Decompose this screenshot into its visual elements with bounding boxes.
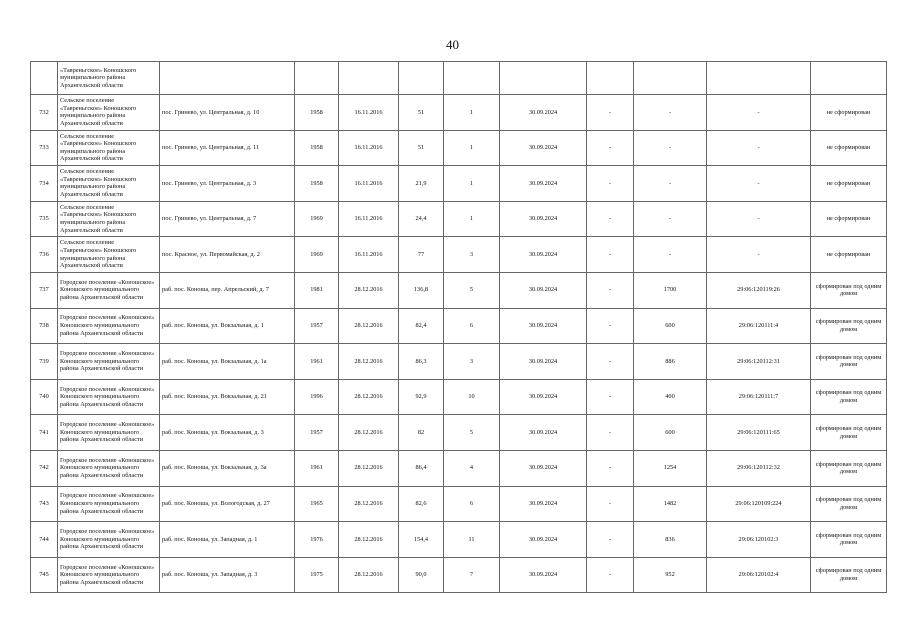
cell-municipality: Городское поселение «Коношское» Коношского муниципального района Архангельской области bbox=[58, 557, 160, 593]
cell-col10 bbox=[634, 62, 707, 95]
cell-status: сформирован под одним домом bbox=[811, 486, 887, 522]
cell-col10: 1700 bbox=[634, 272, 707, 308]
cell-date: 28.12.2016 bbox=[339, 486, 399, 522]
cell-col10: 952 bbox=[634, 557, 707, 593]
cell-year: 1958 bbox=[295, 95, 339, 131]
cell-col10: 836 bbox=[634, 522, 707, 558]
cell-municipality: Городское поселение «Коношское» Коношского муниципального района Архангельской области bbox=[58, 522, 160, 558]
cell-number: 734 bbox=[31, 166, 58, 202]
cell-date bbox=[339, 62, 399, 95]
cell-year: 1957 bbox=[295, 308, 339, 344]
cell-deadline: 30.09.2024 bbox=[500, 522, 587, 558]
cell-count: 4 bbox=[444, 450, 500, 486]
cell-count: 5 bbox=[444, 272, 500, 308]
cell-date: 28.12.2016 bbox=[339, 272, 399, 308]
cell-year: 1958 bbox=[295, 166, 339, 202]
cell-number: 743 bbox=[31, 486, 58, 522]
cell-count: 1 bbox=[444, 166, 500, 202]
cell-col9: - bbox=[587, 166, 634, 202]
cell-area: 51 bbox=[399, 130, 444, 166]
cell-year: 1981 bbox=[295, 272, 339, 308]
cell-number: 738 bbox=[31, 308, 58, 344]
cell-status: не сформирован bbox=[811, 95, 887, 131]
cell-area: 154,4 bbox=[399, 522, 444, 558]
cell-deadline: 30.09.2024 bbox=[500, 130, 587, 166]
cell-status: сформирован под одним домом bbox=[811, 344, 887, 380]
cell-number: 735 bbox=[31, 201, 58, 237]
cell-col10: - bbox=[634, 201, 707, 237]
cell-date: 28.12.2016 bbox=[339, 450, 399, 486]
cell-year bbox=[295, 62, 339, 95]
cell-col9: - bbox=[587, 415, 634, 451]
cell-area: 86,3 bbox=[399, 344, 444, 380]
cell-year: 1975 bbox=[295, 557, 339, 593]
table-row bbox=[31, 272, 887, 308]
cell-year: 1961 bbox=[295, 344, 339, 380]
cell-address: раб. пос. Коноша, ул. Вокзальная, д. 21 bbox=[160, 379, 295, 415]
cell-deadline: 30.09.2024 bbox=[500, 237, 587, 273]
cell-date: 28.12.2016 bbox=[339, 522, 399, 558]
cell-col10: 886 bbox=[634, 344, 707, 380]
cell-col10: 600 bbox=[634, 308, 707, 344]
cell-count: 3 bbox=[444, 237, 500, 273]
cell-cadastral: 29:06:120102:4 bbox=[707, 557, 811, 593]
cell-status: не сформирован bbox=[811, 130, 887, 166]
cell-status bbox=[811, 62, 887, 95]
cell-col9: - bbox=[587, 201, 634, 237]
cell-deadline: 30.09.2024 bbox=[500, 201, 587, 237]
table-row-continuation bbox=[31, 62, 887, 95]
cell-municipality: Сельское поселение «Тавреньгское» Коношского муниципального района Архангельской области bbox=[58, 166, 160, 202]
cell-status: сформирован под одним домом bbox=[811, 272, 887, 308]
cell-area: 77 bbox=[399, 237, 444, 273]
cell-date: 28.12.2016 bbox=[339, 308, 399, 344]
cell-deadline bbox=[500, 62, 587, 95]
cell-number: 745 bbox=[31, 557, 58, 593]
cell-status: сформирован под одним домом bbox=[811, 308, 887, 344]
cell-deadline: 30.09.2024 bbox=[500, 450, 587, 486]
cell-col9: - bbox=[587, 272, 634, 308]
cell-deadline: 30.09.2024 bbox=[500, 415, 587, 451]
cell-count bbox=[444, 62, 500, 95]
cell-cadastral: - bbox=[707, 95, 811, 131]
cell-address: пос. Гринево, ул. Центральная, д. 3 bbox=[160, 166, 295, 202]
cell-col9: - bbox=[587, 308, 634, 344]
cell-address: раб. пос. Коноша, ул. Вологодская, д. 27 bbox=[160, 486, 295, 522]
cell-col10: 1482 bbox=[634, 486, 707, 522]
cell-area: 82 bbox=[399, 415, 444, 451]
cell-cadastral: - bbox=[707, 166, 811, 202]
cell-address: раб. пос. Коноша, ул. Западная, д. 1 bbox=[160, 522, 295, 558]
cell-area: 51 bbox=[399, 95, 444, 131]
table-row bbox=[31, 415, 887, 451]
housing-registry-table bbox=[30, 61, 887, 593]
cell-address: пос. Гринево, ул. Центральная, д. 7 bbox=[160, 201, 295, 237]
cell-year: 1965 bbox=[295, 486, 339, 522]
cell-col9: - bbox=[587, 237, 634, 273]
page-number: 40 bbox=[446, 37, 459, 52]
table-row bbox=[31, 308, 887, 344]
cell-year: 1961 bbox=[295, 450, 339, 486]
table-row bbox=[31, 95, 887, 131]
cell-address: раб. пос. Коноша, ул. Вокзальная, д. 3а bbox=[160, 450, 295, 486]
cell-municipality: Городское поселение «Коношское» Коношского муниципального района Архангельской области bbox=[58, 450, 160, 486]
cell-area: 24,4 bbox=[399, 201, 444, 237]
cell-address: пос. Гринево, ул. Центральная, д. 11 bbox=[160, 130, 295, 166]
cell-col10: - bbox=[634, 237, 707, 273]
cell-col9: - bbox=[587, 95, 634, 131]
cell-cadastral bbox=[707, 62, 811, 95]
cell-number: 736 bbox=[31, 237, 58, 273]
cell-number bbox=[31, 62, 58, 95]
cell-col9: - bbox=[587, 379, 634, 415]
cell-number: 744 bbox=[31, 522, 58, 558]
cell-year: 1969 bbox=[295, 237, 339, 273]
cell-count: 1 bbox=[444, 201, 500, 237]
cell-date: 28.12.2016 bbox=[339, 379, 399, 415]
cell-number: 739 bbox=[31, 344, 58, 380]
cell-year: 1958 bbox=[295, 130, 339, 166]
cell-col9: - bbox=[587, 486, 634, 522]
cell-col9: - bbox=[587, 344, 634, 380]
cell-address: пос. Красное, ул. Первомайская, д. 2 bbox=[160, 237, 295, 273]
table-row bbox=[31, 130, 887, 166]
cell-date: 28.12.2016 bbox=[339, 344, 399, 380]
cell-cadastral: 29:06:120112:31 bbox=[707, 344, 811, 380]
cell-col9: - bbox=[587, 522, 634, 558]
cell-address: раб. пос. Коноша, ул. Западная, д. 3 bbox=[160, 557, 295, 593]
table-row bbox=[31, 379, 887, 415]
cell-cadastral: 29:06:120119:26 bbox=[707, 272, 811, 308]
cell-address: раб. пос. Коноша, ул. Вокзальная, д. 1 bbox=[160, 308, 295, 344]
table-row bbox=[31, 344, 887, 380]
cell-status: сформирован под одним домом bbox=[811, 557, 887, 593]
cell-deadline: 30.09.2024 bbox=[500, 486, 587, 522]
cell-date: 16.11.2016 bbox=[339, 130, 399, 166]
cell-year: 1976 bbox=[295, 522, 339, 558]
cell-deadline: 30.09.2024 bbox=[500, 557, 587, 593]
cell-area: 86,4 bbox=[399, 450, 444, 486]
cell-number: 741 bbox=[31, 415, 58, 451]
cell-cadastral: 29:06:120111:7 bbox=[707, 379, 811, 415]
cell-municipality: Городское поселение «Коношское» Коношского муниципального района Архангельской области bbox=[58, 415, 160, 451]
cell-municipality: Городское поселение «Коношское» Коношского муниципального района Архангельской области bbox=[58, 344, 160, 380]
cell-count: 11 bbox=[444, 522, 500, 558]
cell-col10: 600 bbox=[634, 415, 707, 451]
cell-number: 733 bbox=[31, 130, 58, 166]
table-row bbox=[31, 166, 887, 202]
cell-year: 1996 bbox=[295, 379, 339, 415]
cell-col10: - bbox=[634, 95, 707, 131]
cell-area: 82,4 bbox=[399, 308, 444, 344]
cell-count: 3 bbox=[444, 344, 500, 380]
cell-status: сформирован под одним домом bbox=[811, 415, 887, 451]
cell-number: 737 bbox=[31, 272, 58, 308]
cell-municipality: Сельское поселение «Тавреньгское» Коношского муниципального района Архангельской области bbox=[58, 201, 160, 237]
cell-number: 742 bbox=[31, 450, 58, 486]
cell-year: 1957 bbox=[295, 415, 339, 451]
cell-municipality: «Тавреньгское» Коношского муниципального района Архангельской области bbox=[58, 62, 160, 95]
cell-status: не сформирован bbox=[811, 237, 887, 273]
cell-address: пос. Гринево, ул. Центральная, д. 10 bbox=[160, 95, 295, 131]
cell-col9: - bbox=[587, 450, 634, 486]
cell-status: сформирован под одним домом bbox=[811, 450, 887, 486]
cell-municipality: Городское поселение «Коношское» Коношского муниципального района Архангельской области bbox=[58, 308, 160, 344]
cell-area: 21,9 bbox=[399, 166, 444, 202]
cell-address: раб. пос. Коноша, пер. Апрельский, д. 7 bbox=[160, 272, 295, 308]
cell-col10: - bbox=[634, 130, 707, 166]
cell-number: 732 bbox=[31, 95, 58, 131]
cell-count: 6 bbox=[444, 308, 500, 344]
table-row bbox=[31, 237, 887, 273]
cell-count: 6 bbox=[444, 486, 500, 522]
cell-status: сформирован под одним домом bbox=[811, 379, 887, 415]
cell-address bbox=[160, 62, 295, 95]
cell-municipality: Сельское поселение «Тавреньгское» Коношского муниципального района Архангельской области bbox=[58, 130, 160, 166]
cell-col10: 400 bbox=[634, 379, 707, 415]
cell-cadastral: 29:06:120111:65 bbox=[707, 415, 811, 451]
cell-status: не сформирован bbox=[811, 166, 887, 202]
cell-col9 bbox=[587, 62, 634, 95]
cell-municipality: Сельское поселение «Тавреньгское» Коношского муниципального района Архангельской области bbox=[58, 95, 160, 131]
cell-count: 1 bbox=[444, 130, 500, 166]
cell-col9: - bbox=[587, 130, 634, 166]
cell-number: 740 bbox=[31, 379, 58, 415]
cell-count: 1 bbox=[444, 95, 500, 131]
cell-municipality: Городское поселение «Коношское» Коношского муниципального района Архангельской области bbox=[58, 486, 160, 522]
cell-cadastral: 29:06:120112:32 bbox=[707, 450, 811, 486]
cell-deadline: 30.09.2024 bbox=[500, 272, 587, 308]
cell-date: 16.11.2016 bbox=[339, 166, 399, 202]
cell-col9: - bbox=[587, 557, 634, 593]
cell-cadastral: 29:06:120109:224 bbox=[707, 486, 811, 522]
cell-deadline: 30.09.2024 bbox=[500, 379, 587, 415]
cell-municipality: Сельское поселение «Тавреньгское» Коношского муниципального района Архангельской области bbox=[58, 237, 160, 273]
cell-cadastral: 29:06:120111:4 bbox=[707, 308, 811, 344]
table-row bbox=[31, 522, 887, 558]
table-row bbox=[31, 201, 887, 237]
cell-cadastral: - bbox=[707, 130, 811, 166]
cell-address: раб. пос. Коноша, ул. Вокзальная, д. 3 bbox=[160, 415, 295, 451]
cell-area bbox=[399, 62, 444, 95]
cell-area: 82,6 bbox=[399, 486, 444, 522]
cell-date: 28.12.2016 bbox=[339, 415, 399, 451]
cell-municipality: Городское поселение «Коношское» Коношского муниципального района Архангельской области bbox=[58, 272, 160, 308]
cell-area: 136,8 bbox=[399, 272, 444, 308]
table-body bbox=[31, 62, 887, 593]
cell-deadline: 30.09.2024 bbox=[500, 308, 587, 344]
table-row bbox=[31, 557, 887, 593]
cell-col10: - bbox=[634, 166, 707, 202]
cell-address: раб. пос. Коноша, ул. Вокзальная, д. 1а bbox=[160, 344, 295, 380]
cell-deadline: 30.09.2024 bbox=[500, 166, 587, 202]
cell-deadline: 30.09.2024 bbox=[500, 95, 587, 131]
cell-col10: 1254 bbox=[634, 450, 707, 486]
table-row bbox=[31, 486, 887, 522]
cell-municipality: Городское поселение «Коношское» Коношского муниципального района Архангельской области bbox=[58, 379, 160, 415]
cell-count: 5 bbox=[444, 415, 500, 451]
cell-count: 10 bbox=[444, 379, 500, 415]
cell-area: 90,0 bbox=[399, 557, 444, 593]
cell-date: 28.12.2016 bbox=[339, 557, 399, 593]
cell-status: не сформирован bbox=[811, 201, 887, 237]
table-row bbox=[31, 450, 887, 486]
cell-count: 7 bbox=[444, 557, 500, 593]
cell-date: 16.11.2016 bbox=[339, 95, 399, 131]
cell-deadline: 30.09.2024 bbox=[500, 344, 587, 380]
cell-cadastral: - bbox=[707, 201, 811, 237]
cell-cadastral: 29:06:120102:3 bbox=[707, 522, 811, 558]
cell-cadastral: - bbox=[707, 237, 811, 273]
cell-date: 16.11.2016 bbox=[339, 201, 399, 237]
cell-area: 92,9 bbox=[399, 379, 444, 415]
cell-status: сформирован под одним домом bbox=[811, 522, 887, 558]
cell-date: 16.11.2016 bbox=[339, 237, 399, 273]
cell-year: 1969 bbox=[295, 201, 339, 237]
